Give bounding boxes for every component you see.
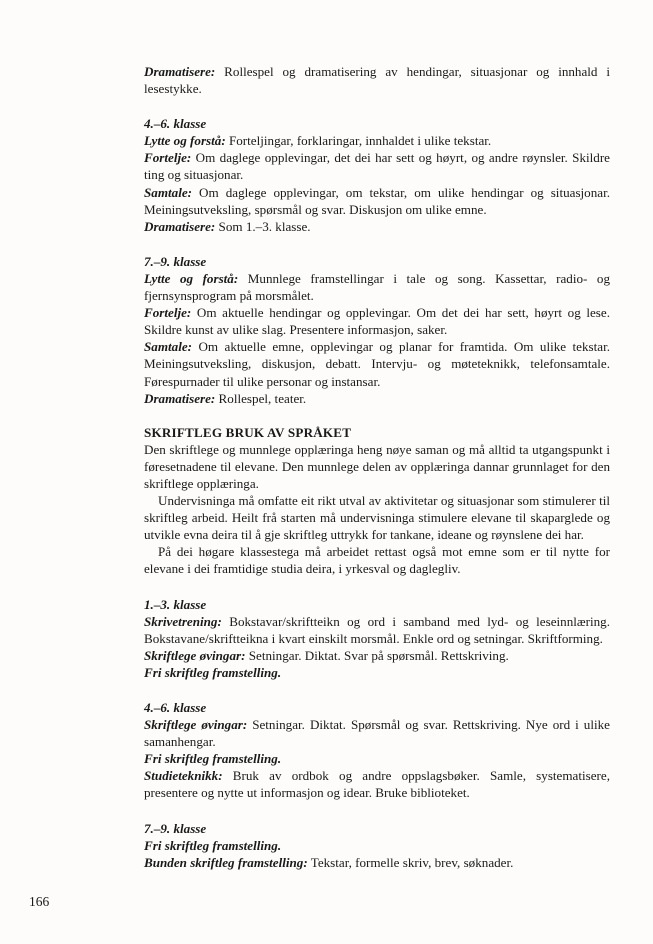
body-paragraph: Den skriftlege og munnlege opplæringa heng nøye saman og må alltid ta utgangspunkt i føresetnadene til elevane. Den munnlege delen av opplæringa dannar grunnlaget for den skriftlege opplæringa. xyxy=(144,441,610,491)
item-text: Bokstavar/skriftteikn og ord i samband med lyd- og leseinnlæring. Bokstavane/skriftteikna i kvart einskilt morsmål. Enkle ord og setningar. Skriftforming. xyxy=(144,613,610,646)
page-number: 166 xyxy=(29,894,50,909)
item-label: Samtale: xyxy=(144,184,193,200)
item-label: Studieteknikk: xyxy=(144,768,223,784)
item-label: Bunden skriftleg framstelling: xyxy=(144,854,308,870)
section-heading: 4.–6. klasse xyxy=(144,700,207,715)
item-label: Skriftlege øvingar: xyxy=(144,647,246,663)
section-7-9-written xyxy=(144,820,610,871)
page-content xyxy=(144,63,610,871)
item xyxy=(144,218,610,235)
item xyxy=(144,837,610,854)
item-text: Om aktuelle hendingar og opplevingar. Om det dei har sett, høyrt og lese. Skildre kunst av ulike slag. Presentere informasjon, saker. xyxy=(144,305,610,338)
section-heading: 7.–9. klasse xyxy=(144,820,207,836)
section-heading: 1.–3. klasse xyxy=(144,596,207,612)
item xyxy=(144,270,610,304)
item-label: Dramatisere: xyxy=(144,390,216,406)
section-4-6-written xyxy=(144,699,610,802)
item xyxy=(144,854,610,871)
intro-paragraph xyxy=(144,63,610,97)
item-label: Dramatisere: xyxy=(144,218,216,234)
item xyxy=(144,390,610,407)
item xyxy=(144,767,610,801)
section-7-9-oral xyxy=(144,253,610,407)
item-label: Fri skriftleg framstelling. xyxy=(144,751,282,767)
item-text: Om daglege opplevingar, om tekstar, om ulike hendingar og situasjonar. Meiningsutveksling, spørsmål og svar. Diskusjon om ulike emne. xyxy=(144,184,610,217)
item xyxy=(144,338,610,389)
body-paragraph: På dei høgare klassestega må arbeidet rettast også mot emne som er til nytte for elevane i dei framtidige studia deira, i yrkesval og daglegliv. xyxy=(144,544,610,577)
item-text: Som 1.–3. klasse. xyxy=(215,218,311,234)
item xyxy=(144,304,610,338)
section-1-3-written xyxy=(144,596,610,681)
main-heading: SKRIFTLEG BRUK AV SPRÅKET xyxy=(144,424,352,440)
item xyxy=(144,647,610,664)
item-text: Setningar. Diktat. Svar på spørsmål. Rettskriving. xyxy=(245,647,509,663)
item xyxy=(144,750,610,767)
item-text: Rollespel, teater. xyxy=(215,390,307,406)
section-heading: 4.–6. klasse xyxy=(144,116,207,132)
item-text: Setningar. Diktat. Spørsmål og svar. Rettskriving. Nye ord i ulike samanhengar. xyxy=(144,717,610,750)
item xyxy=(144,184,610,218)
item-text: Om daglege opplevingar, det dei har sett og høyrt, og andre røynsler. Skildre ting og situasjonar. xyxy=(144,150,610,183)
item-text: Om aktuelle emne, opplevingar og planar for framtida. Om ulike tekstar. Meiningsutveksling, diskusjon, debatt. Intervju- og møteteknikk, telefonsamtale. Førespurnader til ulike personar og instansar. xyxy=(144,339,610,389)
item-label: Dramatisere: xyxy=(144,64,216,79)
item-label: Lytte og forstå: xyxy=(144,133,226,149)
item-label: Fortelje: xyxy=(144,305,192,321)
item-label: Lytte og forstå: xyxy=(144,270,239,286)
item xyxy=(144,149,610,183)
item-text: Tekstar, formelle skriv, brev, søknader. xyxy=(307,854,514,870)
item xyxy=(144,613,610,647)
item-label: Samtale: xyxy=(144,339,193,355)
body-paragraph: Undervisninga må omfatte eit rikt utval av aktivitetar og situasjonar som stimulerer til skriftleg arbeid. Heilt frå starten må undervisninga stimulere elevane til skaparglede og utvikle evna deira til å gje skriftleg uttrykk for tankane, ideane og røynslene dei har. xyxy=(144,493,610,543)
item-text: Munnlege framstellingar i tale og song. Kassettar, radio- og fjernsynsprogram på morsmålet. xyxy=(144,270,610,304)
item-text: Rollespel og dramatisering av hendingar, situasjonar og innhald i lesestykke. xyxy=(144,64,610,97)
item-text: Bruk av ordbok og andre oppslagsbøker. Samle, systematisere, presentere og nytte ut informasjon og idear. Bruke biblioteket. xyxy=(144,768,610,801)
section-4-6-oral xyxy=(144,115,610,235)
item xyxy=(144,664,610,681)
item-label: Fri skriftleg framstelling. xyxy=(144,664,282,680)
item-label: Fri skriftleg framstelling. xyxy=(144,837,282,853)
item-label: Fortelje: xyxy=(144,150,192,166)
item-label: Skriftlege øvingar: xyxy=(144,717,248,733)
item-label: Skrivetrening: xyxy=(144,613,222,629)
item xyxy=(144,132,610,149)
item-text: Forteljingar, forklaringar, innhaldet i ulike tekstar. xyxy=(225,133,492,149)
item xyxy=(144,716,610,750)
section-heading: 7.–9. klasse xyxy=(144,253,207,269)
